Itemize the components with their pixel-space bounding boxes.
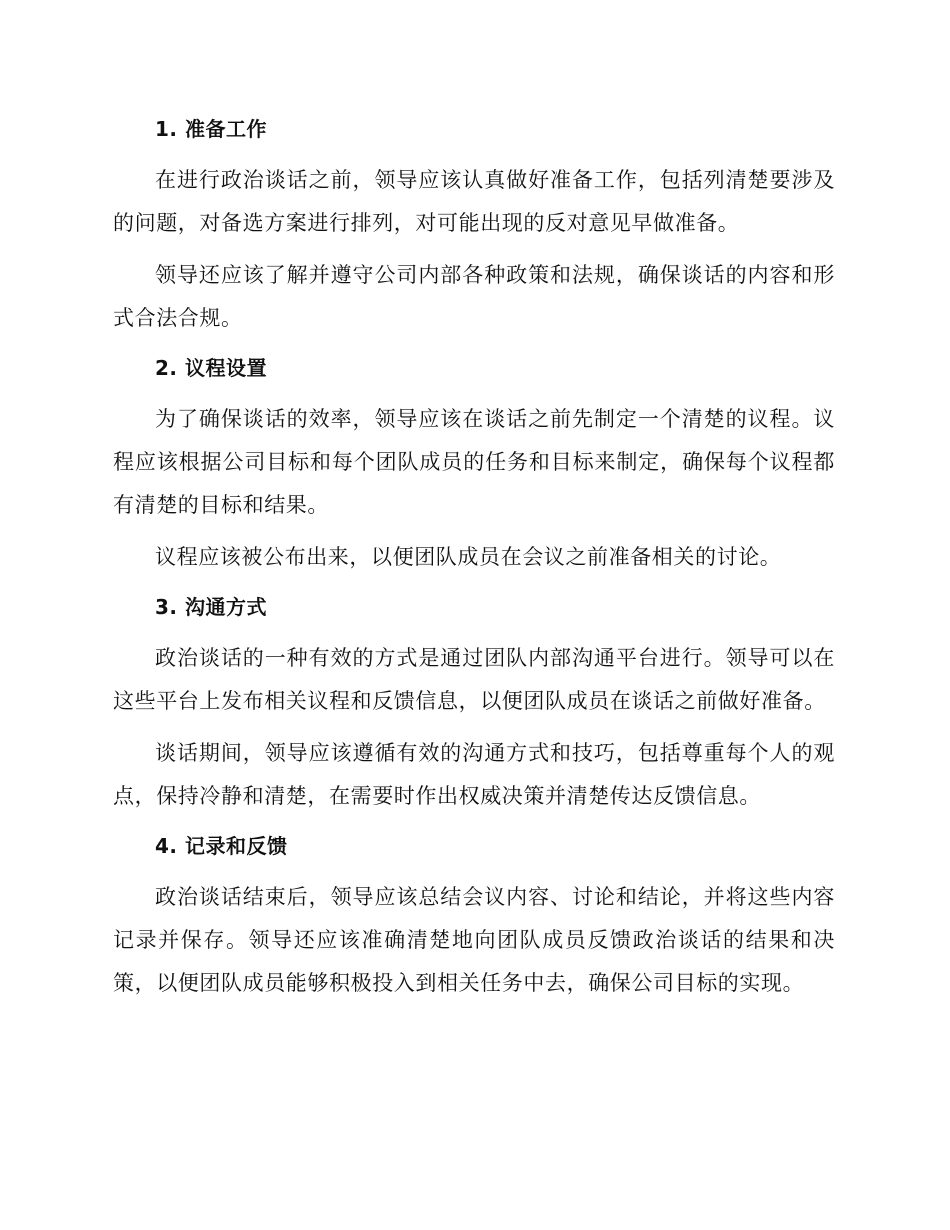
section-preparation — [113, 110, 835, 340]
section-heading: 2. 议程设置 — [155, 356, 267, 380]
section-communication — [113, 588, 835, 818]
section-agenda — [113, 349, 835, 579]
paragraph: 政治谈话结束后，领导应该总结会议内容、讨论和结论，并将这些内容记录并保存。领导还应该准确清楚地向团队成员反馈政治谈话的结果和决策，以便团队成员能够积极投入到相关任务中去，确保公司目标的实现。 — [113, 885, 835, 995]
section-heading: 4. 记录和反馈 — [155, 834, 288, 858]
paragraph: 政治谈话的一种有效的方式是通过团队内部沟通平台进行。领导可以在这些平台上发布相关议程和反馈信息，以便团队成员在谈话之前做好准备。 — [113, 646, 835, 713]
paragraph: 谈话期间，领导应该遵循有效的沟通方式和技巧，包括尊重每个人的观点，保持冷静和清楚，在需要时作出权威决策并清楚传达反馈信息。 — [113, 741, 835, 808]
paragraph: 为了确保谈话的效率，领导应该在谈话之前先制定一个清楚的议程。议程应该根据公司目标和每个团队成员的任务和目标来制定，确保每个议程都有清楚的目标和结果。 — [113, 407, 835, 517]
paragraph: 在进行政治谈话之前，领导应该认真做好准备工作，包括列清楚要涉及的问题，对备选方案进行排列，对可能出现的反对意见早做准备。 — [113, 168, 835, 235]
document-body — [113, 110, 835, 1014]
section-heading: 3. 沟通方式 — [155, 595, 267, 619]
section-heading: 1. 准备工作 — [155, 117, 267, 141]
paragraph: 领导还应该了解并遵守公司内部各种政策和法规，确保谈话的内容和形式合法合规。 — [113, 263, 835, 330]
section-record-feedback — [113, 827, 835, 1005]
paragraph: 议程应该被公布出来，以便团队成员在会议之前准备相关的讨论。 — [155, 545, 782, 569]
